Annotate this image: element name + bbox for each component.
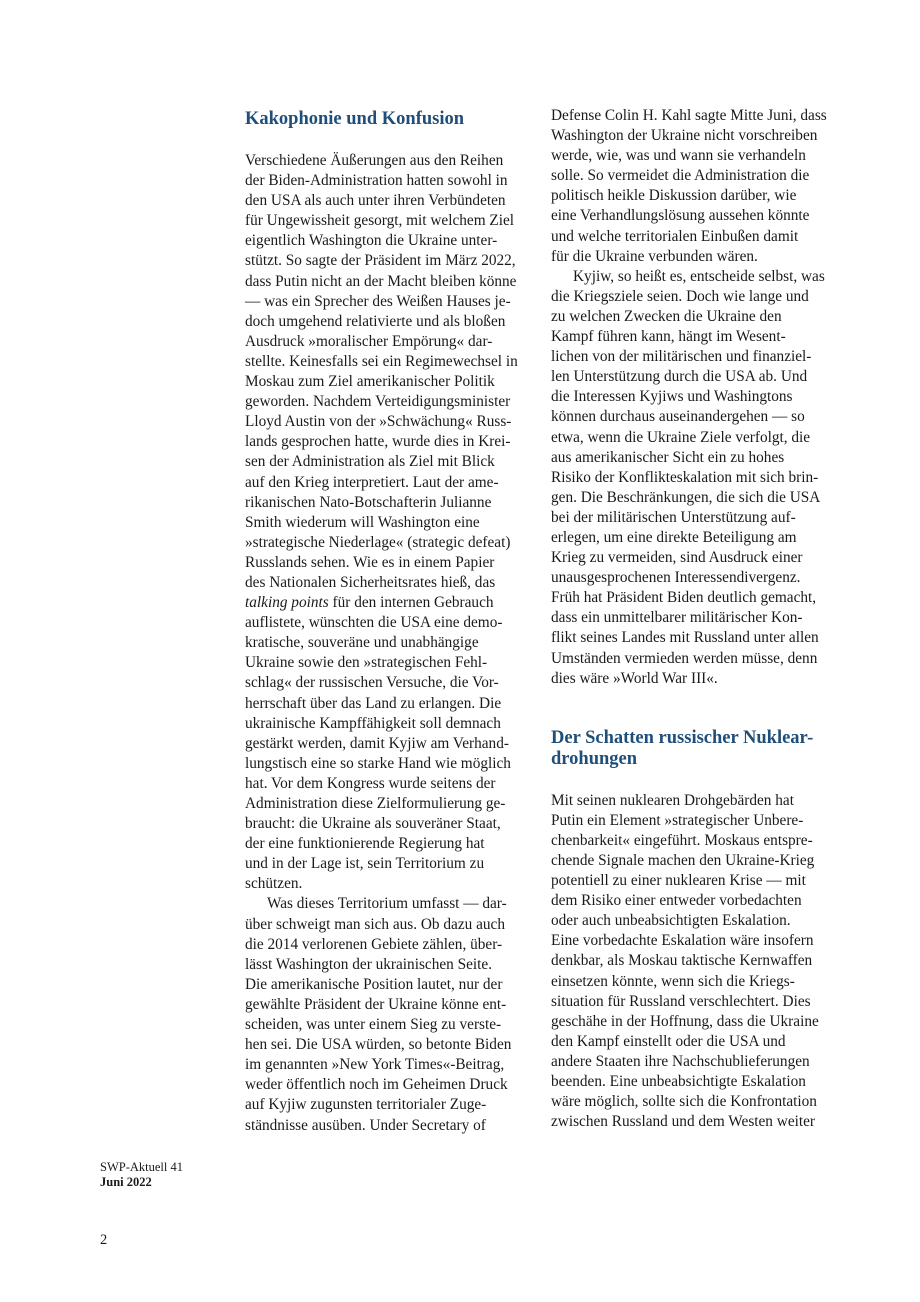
- text-line: andere Staaten ihre Nachschublieferungen: [551, 1052, 810, 1070]
- text-line: dass Putin nicht an der Macht bleiben könne: [245, 272, 517, 290]
- text-line: auflistete, wünschten die USA eine demo-: [245, 614, 503, 632]
- text-line: für die Ukraine verbunden wären.: [551, 247, 758, 265]
- text-line: die Interessen Kyjiws und Washingtons: [551, 388, 793, 406]
- text-line: Putin ein Element »strategischer Unbere-: [551, 811, 804, 829]
- text-line: doch umgehend relativierte und als bloßen: [245, 312, 506, 330]
- text-line: Mit seinen nuklearen Drohgebärden hat: [551, 791, 794, 809]
- text-line: Kyjiw, so heißt es, entscheide selbst, was: [573, 267, 825, 285]
- text-line: Umständen vermieden werden müsse, denn: [551, 649, 818, 667]
- text-line: Früh hat Präsident Biden deutlich gemacht,: [551, 589, 817, 607]
- text-line: solle. So vermeidet die Administration die: [551, 167, 810, 185]
- right-column: [551, 106, 843, 1132]
- heading-line: drohungen: [551, 748, 638, 769]
- paragraph-continued: [551, 106, 843, 267]
- text-line: einsetzen könnte, wenn sich die Kriegs-: [551, 972, 795, 990]
- text-line: dass ein unmittelbarer militärischer Kon-: [551, 609, 803, 627]
- text-line: ukrainische Kampffähigkeit soll demnach: [245, 714, 501, 732]
- text-line: eine Verhandlungslösung aussehen könnte: [551, 207, 810, 225]
- text-line: sen der Administration als Ziel mit Blick: [245, 453, 495, 471]
- paragraph-3: [551, 267, 843, 689]
- page-number: 2: [100, 1232, 108, 1248]
- text-line: können durchaus auseinandergehen — so: [551, 408, 805, 426]
- text-line: der eine funktionierende Regierung hat: [245, 835, 485, 853]
- text-line: werde, wie, was und wann sie verhandeln: [551, 147, 806, 165]
- text-line: len Unterstützung durch die USA ab. Und: [551, 368, 808, 386]
- text-line: Administration diese Zielformulierung ge-: [245, 795, 506, 812]
- text-line: Die amerikanische Position lautet, nur der: [245, 975, 503, 993]
- text-line: oder auch unbeabsichtigten Eskalation.: [551, 912, 791, 930]
- text-line: zwischen Russland und dem Westen weiter: [551, 1113, 815, 1131]
- text-line: politisch heikle Diskussion darüber, wie: [551, 187, 797, 205]
- text-line: gewählte Präsident der Ukraine könne ent-: [245, 995, 507, 1013]
- text-line: Eine vorbedachte Eskalation wäre insofern: [551, 932, 814, 950]
- text-line: dies wäre »World War III«.: [551, 669, 718, 687]
- text-line: aus amerikanischer Sicht ein zu hohes: [551, 448, 785, 466]
- text-line: der Biden-Administration hatten sowohl in: [245, 172, 508, 190]
- text-line: Ausdruck »moralischer Empörung« dar-: [245, 332, 493, 350]
- text-line: auf Kyjiw zugunsten territorialer Zuge-: [245, 1096, 487, 1114]
- text-line: Was dieses Territorium umfasst — dar-: [267, 895, 507, 913]
- text-line: chende Signale machen den Ukraine-Krieg: [551, 852, 815, 869]
- text-line: denkbar, als Moskau taktische Kernwaffen: [551, 952, 813, 970]
- text-line: die Kriegsziele seien. Doch wie lange und: [551, 287, 809, 305]
- text-line: und in der Lage ist, sein Territorium zu: [245, 855, 485, 873]
- text-line: Kampf führen kann, hängt im Wesent-: [551, 328, 786, 346]
- text-line: braucht: die Ukraine als souveräner Staat,: [245, 815, 501, 833]
- text-line: »strategische Niederlage« (strategic defeat): [245, 533, 511, 551]
- text-line: gestärkt werden, damit Kyjiw am Verhand-: [245, 734, 509, 752]
- left-column: [245, 106, 537, 1136]
- publication-date: Juni 2022: [100, 1175, 152, 1189]
- text-line: weder öffentlich noch im Geheimen Druck: [245, 1076, 508, 1094]
- paragraph-1: [245, 151, 537, 894]
- text-line: etwa, wenn die Ukraine Ziele verfolgt, die: [551, 428, 811, 446]
- text-line: auf den Krieg interpretiert. Laut der ame-: [245, 473, 499, 491]
- text-line: Verschiedene Äußerungen aus den Reihen: [245, 152, 504, 169]
- text-line: für Ungewissheit gesorgt, mit welchem Ziel: [245, 212, 515, 230]
- text-fragment: für den internen Gebrauch: [328, 594, 494, 612]
- text-line: Russlands sehen. Wie es in einem Papier: [245, 553, 495, 571]
- text-line: lands gesprochen hatte, wurde dies in Krei-: [245, 433, 511, 451]
- text-line: unausgesprochenen Interessendivergenz.: [551, 569, 801, 587]
- text-line: scheiden, was unter einem Sieg zu verste-: [245, 1016, 502, 1034]
- text-line: flikt seines Landes mit Russland unter allen: [551, 629, 819, 647]
- text-line: Smith wiederum will Washington eine: [245, 513, 480, 531]
- footer: [100, 1160, 183, 1190]
- heading-line: Der Schatten russischer Nuklear-: [551, 727, 814, 748]
- text-line: Ukraine sowie den »strategischen Fehl-: [245, 654, 488, 672]
- text-line: beenden. Eine unbeabsichtigte Eskalation: [551, 1073, 806, 1091]
- text-line: situation für Russland verschlechtert. Dies: [551, 992, 811, 1010]
- text-line: Moskau zum Ziel amerikanischer Politik: [245, 373, 495, 391]
- text-line: [245, 593, 537, 613]
- text-line: Washington der Ukraine nicht vorschreiben: [551, 127, 818, 145]
- text-line: Risiko der Konflikteskalation mit sich brin-: [551, 468, 819, 486]
- text-line: über schweigt man sich aus. Ob dazu auch: [245, 915, 505, 933]
- text-line: wäre möglich, sollte sich die Konfrontation: [551, 1093, 817, 1111]
- text-line: dem Risiko einer entweder vorbedachten: [551, 892, 802, 910]
- text-line: hen sei. Die USA würden, so betonte Biden: [245, 1036, 512, 1054]
- text-line: Krieg zu vermeiden, sind Ausdruck einer: [551, 549, 803, 567]
- text-line: rikanischen Nato-Botschafterin Julianne: [245, 493, 492, 511]
- text-line: zu welchen Zwecken die Ukraine den: [551, 307, 782, 325]
- text-line: geschähe in der Hoffnung, dass die Ukraine: [551, 1012, 819, 1030]
- text-line: lungstisch eine so starke Hand wie möglich: [245, 754, 511, 772]
- text-line: erlegen, um eine direkte Beteiligung am: [551, 528, 797, 546]
- text-line: lässt Washington der ukrainischen Seite.: [245, 955, 493, 973]
- text-line: gen. Die Beschränkungen, die sich die USA: [551, 488, 821, 506]
- section-heading-nukleardrohungen: [551, 728, 843, 770]
- text-line: des Nationalen Sicherheitsrates hieß, das: [245, 573, 496, 591]
- text-line: — was ein Sprecher des Weißen Hauses je-: [245, 292, 511, 310]
- text-line: lichen von der militärischen und finanziel-: [551, 348, 812, 366]
- text-line: bei der militärischen Unterstützung auf-: [551, 508, 796, 526]
- paragraph-4: [551, 791, 843, 1133]
- text-line: Lloyd Austin von der »Schwächung« Russ-: [245, 413, 512, 431]
- publication-name: SWP-Aktuell 41: [100, 1160, 183, 1174]
- text-line: Defense Colin H. Kahl sagte Mitte Juni, dass: [551, 107, 827, 124]
- text-line: stützt. So sagte der Präsident im März 2022,: [245, 252, 516, 270]
- text-line: kratische, souveräne und unabhängige: [245, 634, 479, 652]
- paragraph-2: [245, 894, 537, 1135]
- text-line: ständnisse ausüben. Under Secretary of: [245, 1116, 486, 1134]
- italic-term: talking points: [245, 594, 329, 612]
- text-line: den USA als auch unter ihren Verbündeten: [245, 192, 506, 210]
- section-heading-kakophonie: Kakophonie und Konfusion: [245, 109, 465, 129]
- text-line: chenbarkeit« eingeführt. Moskaus entspre-: [551, 831, 813, 849]
- text-line: den Kampf einstellt oder die USA und: [551, 1032, 786, 1050]
- text-line: stellte. Keinesfalls sei ein Regimewechsel in: [245, 352, 518, 370]
- text-line: herrschaft über das Land zu erlangen. Die: [245, 694, 502, 712]
- text-line: schlag« der russischen Versuche, die Vor-: [245, 674, 499, 692]
- text-line: schützen.: [245, 875, 303, 893]
- text-line: eigentlich Washington die Ukraine unter-: [245, 232, 498, 250]
- text-line: potentiell zu einer nuklearen Krise — mit: [551, 872, 806, 890]
- text-line: geworden. Nachdem Verteidigungsminister: [245, 393, 511, 411]
- text-line: und welche territorialen Einbußen damit: [551, 227, 799, 245]
- text-line: im genannten »New York Times«-Beitrag,: [245, 1056, 505, 1074]
- text-line: die 2014 verlorenen Gebiete zählen, über-: [245, 935, 503, 953]
- section-spacer: [551, 689, 843, 728]
- text-line: hat. Vor dem Kongress wurde seitens der: [245, 774, 496, 792]
